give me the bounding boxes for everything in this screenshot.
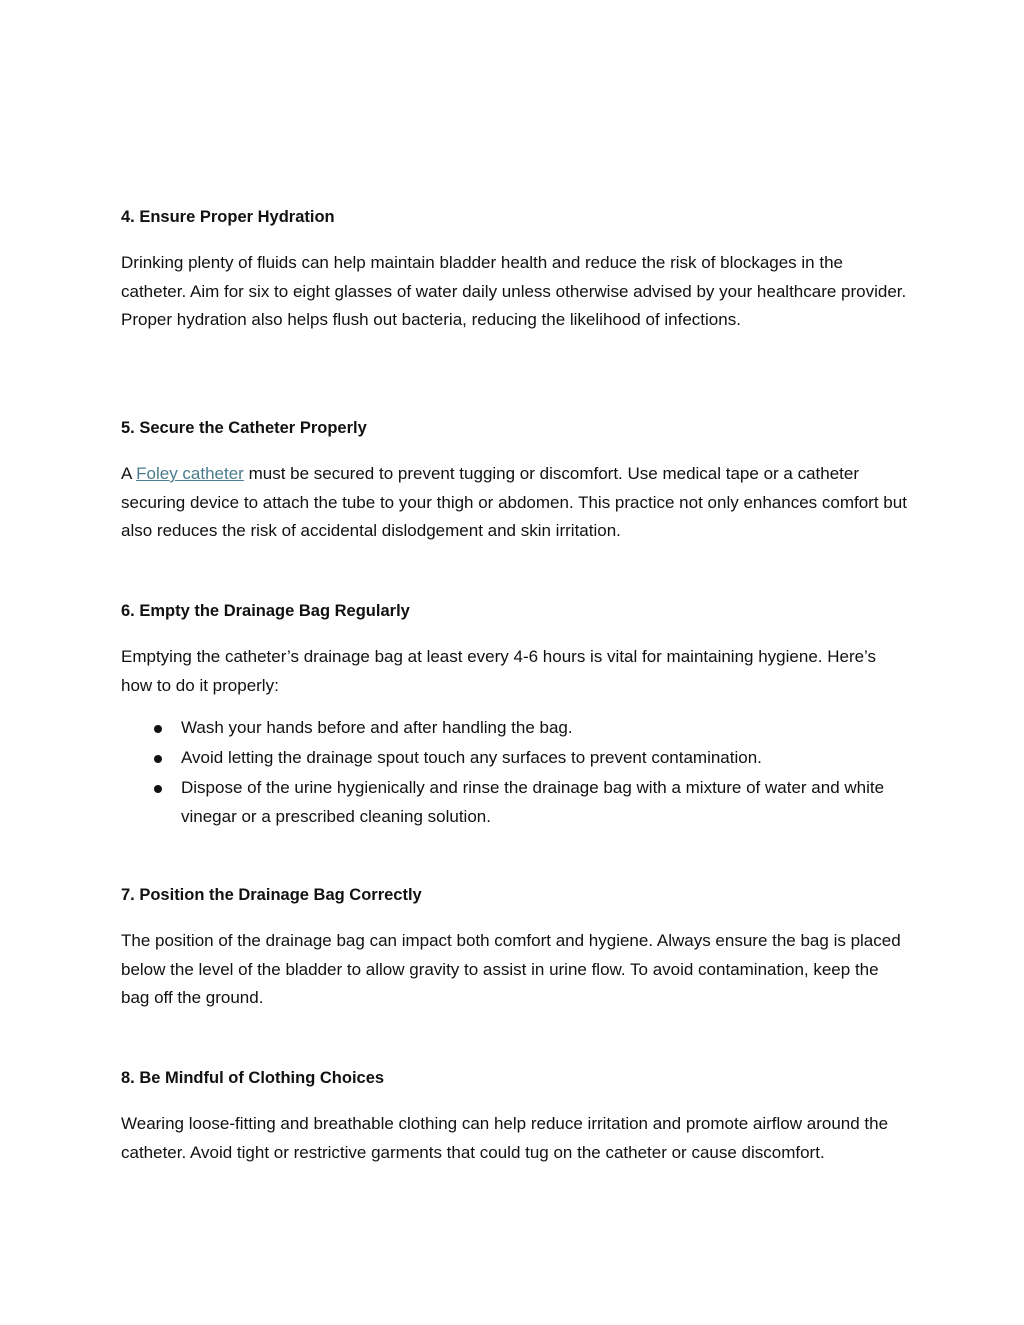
section-paragraph: Wearing loose-fitting and breathable clothing can help reduce irritation and promote airflow around the catheter. Avoid tight or restrictive garments that could tug on the catheter or cause discomfort. bbox=[121, 1114, 889, 1162]
section-heading: 8. Be Mindful of Clothing Choices bbox=[121, 1069, 385, 1087]
section-secure-catheter bbox=[121, 418, 911, 546]
foley-catheter-link[interactable]: Foley catheter bbox=[136, 464, 244, 483]
list-item bbox=[121, 744, 911, 773]
list-item-text: Avoid letting the drainage spout touch any surfaces to prevent contamination. bbox=[181, 748, 762, 767]
list-item bbox=[121, 774, 911, 831]
paragraph-suffix: must be secured to prevent tugging or discomfort. Use medical tape or a catheter securing device to attach the tube to your thigh or abdomen. This practice not only enhances comfort but also reduces the risk of accidental dislodgement and skin irritation. bbox=[121, 464, 907, 540]
section-paragraph: Emptying the catheter’s drainage bag at least every 4-6 hours is vital for maintaining hygiene. Here’s how to do it properly: bbox=[121, 647, 877, 695]
bullet-icon bbox=[154, 725, 162, 733]
section-heading: 4. Ensure Proper Hydration bbox=[121, 208, 335, 226]
section-heading: 7. Position the Drainage Bag Correctly bbox=[121, 886, 422, 904]
section-clothing bbox=[121, 1068, 911, 1167]
bullet-icon bbox=[154, 755, 162, 763]
bullet-list bbox=[121, 714, 911, 831]
paragraph-prefix: A bbox=[121, 464, 137, 483]
section-paragraph: Drinking plenty of fluids can help maintain bladder health and reduce the risk of blockages in the catheter. Aim for six to eight glasses of water daily unless otherwise advised by your healthcare provider. Proper hydration also helps flush out bacteria, reducing the likelihood of infections. bbox=[121, 253, 907, 329]
section-hydration bbox=[121, 207, 911, 335]
list-item-text: Dispose of the urine hygienically and rinse the drainage bag with a mixture of water and white vinegar or a prescribed cleaning solution. bbox=[181, 778, 885, 826]
section-empty-bag bbox=[121, 601, 911, 833]
section-position-bag bbox=[121, 885, 911, 1013]
list-item bbox=[121, 714, 911, 743]
bullet-icon bbox=[154, 785, 162, 793]
section-heading: 6. Empty the Drainage Bag Regularly bbox=[121, 602, 410, 620]
section-paragraph bbox=[121, 460, 911, 546]
section-paragraph: The position of the drainage bag can impact both comfort and hygiene. Always ensure the bag is placed below the level of the bladder to allow gravity to assist in urine flow. To avoid contamination, keep the bag off the ground. bbox=[121, 931, 901, 1007]
list-item-text: Wash your hands before and after handling the bag. bbox=[181, 718, 573, 737]
section-heading: 5. Secure the Catheter Properly bbox=[121, 419, 367, 437]
